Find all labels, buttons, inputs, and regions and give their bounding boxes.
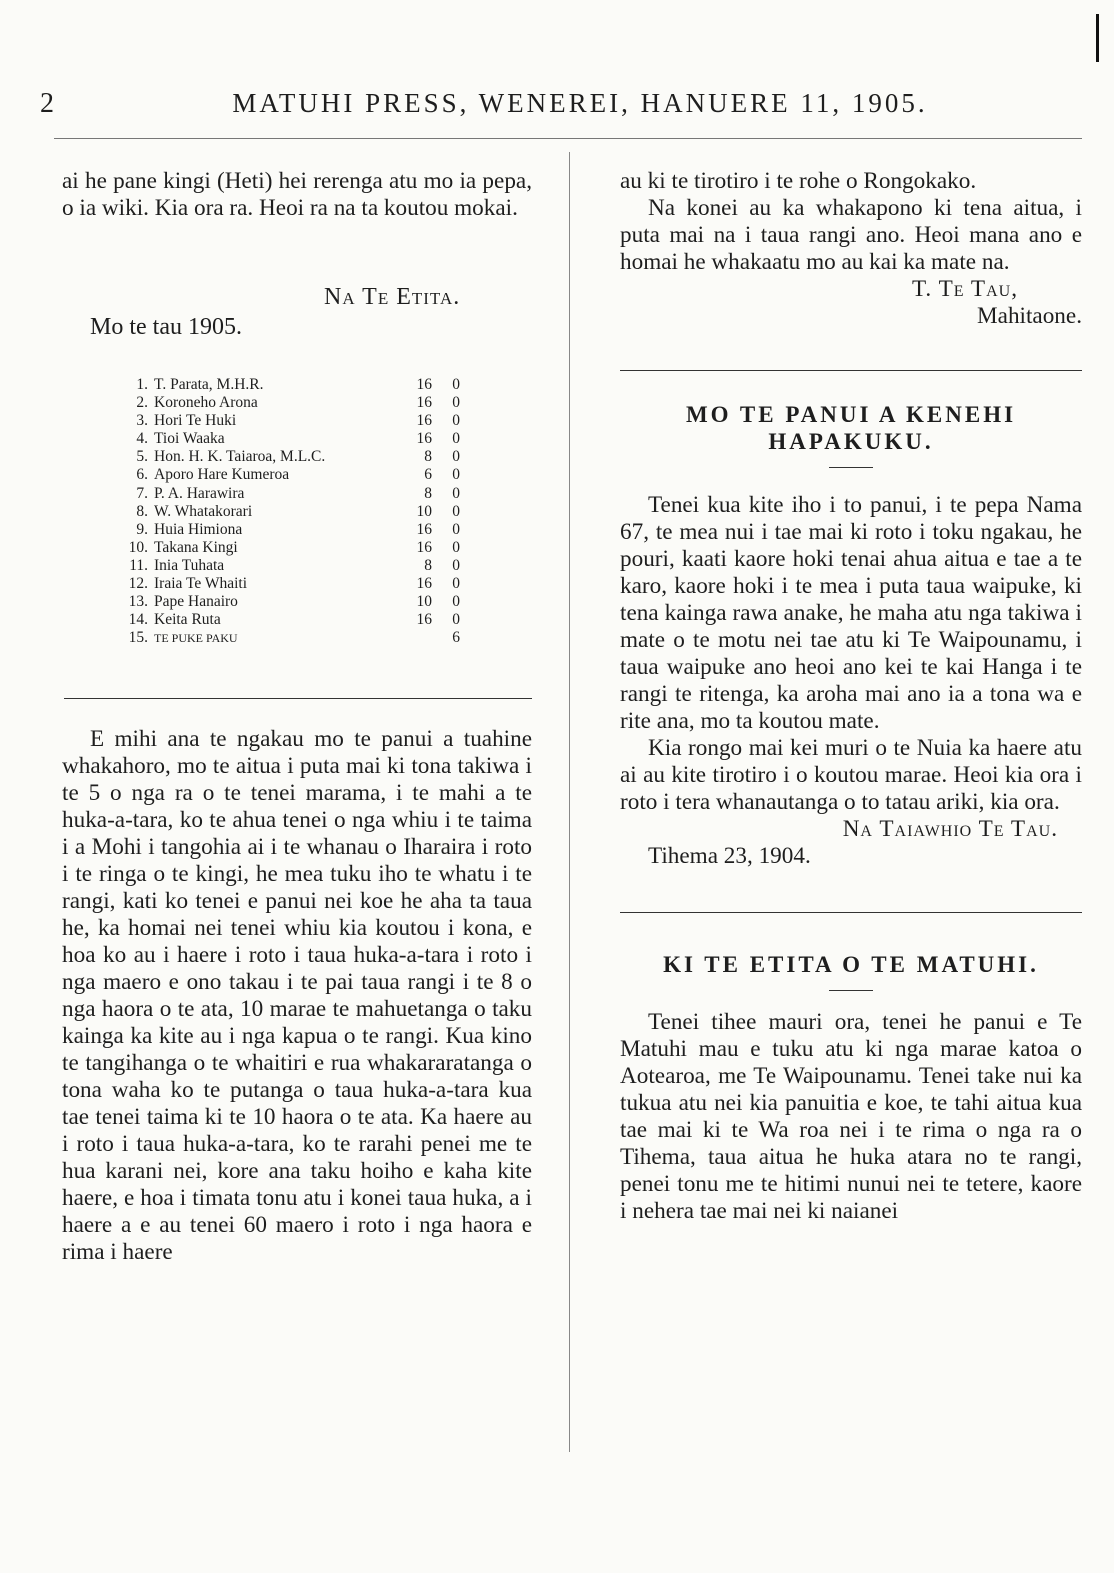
donor-name: Aporo Hare Kumeroa [154,466,290,484]
heading-underline [829,990,873,991]
donation-pence: 0 [452,538,460,556]
donation-number: 10. [128,538,148,556]
signature-place: Mahitaone. [977,303,1082,329]
donation-number: 14. [128,611,148,629]
donation-number: 5. [136,448,148,466]
donation-row [122,503,502,521]
donation-number: 9. [136,520,148,538]
donation-number: 2. [136,394,148,412]
donor-name: Huia Himiona [154,520,243,538]
donor-name: TE PUKE PAKU [154,631,238,646]
donation-shillings: 16 [416,538,432,556]
donation-pence: 0 [452,376,460,393]
kenehi-paragraph-2: Kia rongo mai kei muri o te Nuia ka haere atu ai au kite tirotiro i o koutou marae. Heoi kia ora i roto i tera whanautanga o to tatau ariki, kia ora. [620,735,1082,815]
donation-number: 11. [129,556,148,574]
donation-pence: 0 [452,575,460,593]
donation-shillings: 16 [416,394,432,412]
right-column [620,168,1082,1225]
donation-pence: 0 [452,502,460,520]
donation-number: 15. [128,629,148,647]
donation-pence: 0 [452,593,460,611]
donation-shillings: 8 [424,484,432,502]
editor-signature: Na Te Etita. [324,284,461,310]
donation-number: 13. [128,593,148,611]
donation-number: 6. [136,466,148,484]
donation-row [122,412,502,430]
donor-name: Hon. H. K. Taiaroa, M.L.C. [154,448,326,466]
donor-name: P. A. Harawira [154,484,245,502]
donor-name: T. Parata, M.H.R. [154,376,264,393]
right-top-paragraph: Na konei au ka whakapono ki tena aitua, i puta mai na i taua rangi ano. Heoi mana ano e homai he whakaatu mo au kai ka mate na. [620,195,1082,275]
heading-kenehi: MO TE PANUI A KENEHI HAPAKUKU. [685,402,1017,454]
donation-pence: 0 [452,611,460,629]
heading-etita: KI TE ETITA O TE MATUHI. [663,952,1039,977]
donation-row [122,539,502,557]
page-edge-mark [1096,14,1099,62]
donation-shillings: 16 [416,520,432,538]
section-rule [620,912,1082,913]
donation-row [122,448,502,466]
donation-shillings: 16 [416,412,432,430]
donation-row [122,557,502,575]
donation-number: 12. [128,575,148,593]
column-divider [569,152,570,1452]
kenehi-signature: Na Taiawhio Te Tau. [842,816,1058,842]
donation-number: 7. [136,484,148,502]
donation-shillings: 6 [424,466,432,484]
donation-shillings: 16 [416,611,432,629]
kenehi-paragraph-1: Tenei kua kite iho i to panui, i te pepa Nama 67, te mea nui i tae mai ki roto i toku ngakau, he pouri, kaati kaore hoki tenai ahua aitua e tae a te karo, kaore hoki i te mea i puta taua waipuke, ki tena kainga rawa anake, he maha atu nga takiwa i mate o te motu nei tae atu ki Te Waipounamu, i taua waipuke ano heoi ano kei te kai Hanga i te rangi te ritenga, ka aroha mai ano ia a tona wa e rite ana, mo ta koutou mate. [620,492,1082,734]
section-rule [620,370,1082,371]
donation-shillings: 8 [424,556,432,574]
donation-shillings: 8 [424,448,432,466]
signature-name: T. Te Tau, [911,276,1018,302]
donation-row [122,521,502,539]
donor-name: Tioi Waaka [154,430,225,448]
donation-shillings: 10 [416,593,432,611]
donation-number: 8. [136,502,148,520]
header-rule [54,138,1082,139]
donation-shillings: 16 [416,430,432,448]
intro-paragraph: ai he pane kingi (Heti) hei rerenga atu mo ia pepa, o ia wiki. Kia ora ra. Heoi ra na ta koutou mokai. [62,168,532,221]
donation-shillings: 16 [416,376,432,393]
page-number: 2 [40,88,55,119]
right-top-line: au ki te tirotiro i te rohe o Rongokako. [620,168,977,194]
donor-name: Takana Kingi [154,538,238,556]
donor-name: Hori Te Huki [154,412,237,430]
donor-name: Koroneho Arona [154,394,258,412]
donation-pence: 0 [452,556,460,574]
etita-paragraph: Tenei tihee mauri ora, tenei he panui e Te Matuhi mau e tuku atu ki nga marae katoa o Aotearoa, me Te Waipounamu. Tenei take nui ka tukua atu nei kia panuitia e koe, te tahi aitua kua tae mai ki te Wa roa nei i te rima o nga ra o Tihema, taua aitua he huka atara no te rangi, penei tonu me te hitimi nunui nei te tetere, kaore i nehera tae mai nei ki naianei [620,1009,1082,1224]
donation-row [122,593,502,611]
donation-row [122,466,502,484]
kenehi-date: Tihema 23, 1904. [648,843,811,869]
donation-row [122,611,502,629]
donation-number: 4. [136,430,148,448]
section-rule [64,698,532,699]
letter-body: E mihi ana te ngakau mo te panui a tuahine whakahoro, mo te aitua i puta mai ki tona takiwa i te 5 o nga ra o te tenei marama, i te mahi a te huka-a-tara, ko te ahua tenei o nga whiu i te taima i a Mohi i tangohia ai i te whanau o Iharaira i roto i te ringa o te kingi, he mea tuku iho te whatu i te rangi, kati ko tenei e panui nei koe he aha ta taua he, ka homai nei tenei whiu kia koutou i kona, e hoa ko au i haere i roto i taua huka-a-tara i roto i nga maero e ono takau i te pai taua rangi i te 8 o nga haora o te ata, 10 marae te mahuetanga o taku kainga ka kite au i nga kapua o te rangi. Kua kino te tangihanga o te whaitiri e rua whakararatanga o tona waha ko te putanga o taua huka-a-tara kua tae tenei taima ki te 10 haora o te ata. Ka haere au i roto i taua huka-a-tara, ko te rarahi penei me te hua karani nei, kore ana taku hoiho e kaha kite haere, e hoa i timata tonu atu i konei taua huka, a i haere a e au tenei 60 maero i roto i nga haora e rima i haere [62,726,532,1265]
letter-article [62,726,532,1266]
donor-name: W. Whatakorari [154,502,253,520]
left-column [62,168,532,1265]
donation-row [122,629,502,647]
donation-pence: 0 [452,520,460,538]
donation-pence: 0 [452,430,460,448]
donation-number: 3. [136,412,148,430]
masthead-title: MATUHI PRESS, WENEREI, HANUERE 11, 1905. [232,88,928,118]
donation-pence: 6 [452,629,460,647]
donation-row [122,376,502,394]
donation-pence: 0 [452,394,460,412]
donation-pence: 0 [452,448,460,466]
page-header [40,88,1080,128]
donation-row [122,430,502,448]
donation-pence: 0 [452,466,460,484]
donation-pence: 0 [452,412,460,430]
donation-list [122,376,502,647]
donation-shillings: 16 [416,575,432,593]
heading-underline [829,467,873,468]
donor-name: Inia Tuhata [154,556,225,574]
donation-row [122,485,502,503]
donation-row [122,394,502,412]
donor-name: Iraia Te Whaiti [154,575,248,593]
donor-name: Keita Ruta [154,611,221,629]
donation-row [122,575,502,593]
donation-shillings: 10 [416,502,432,520]
year-line: Mo te tau 1905. [90,314,242,340]
donor-name: Pape Hanairo [154,593,238,611]
donation-pence: 0 [452,484,460,502]
donation-number: 1. [136,376,148,393]
